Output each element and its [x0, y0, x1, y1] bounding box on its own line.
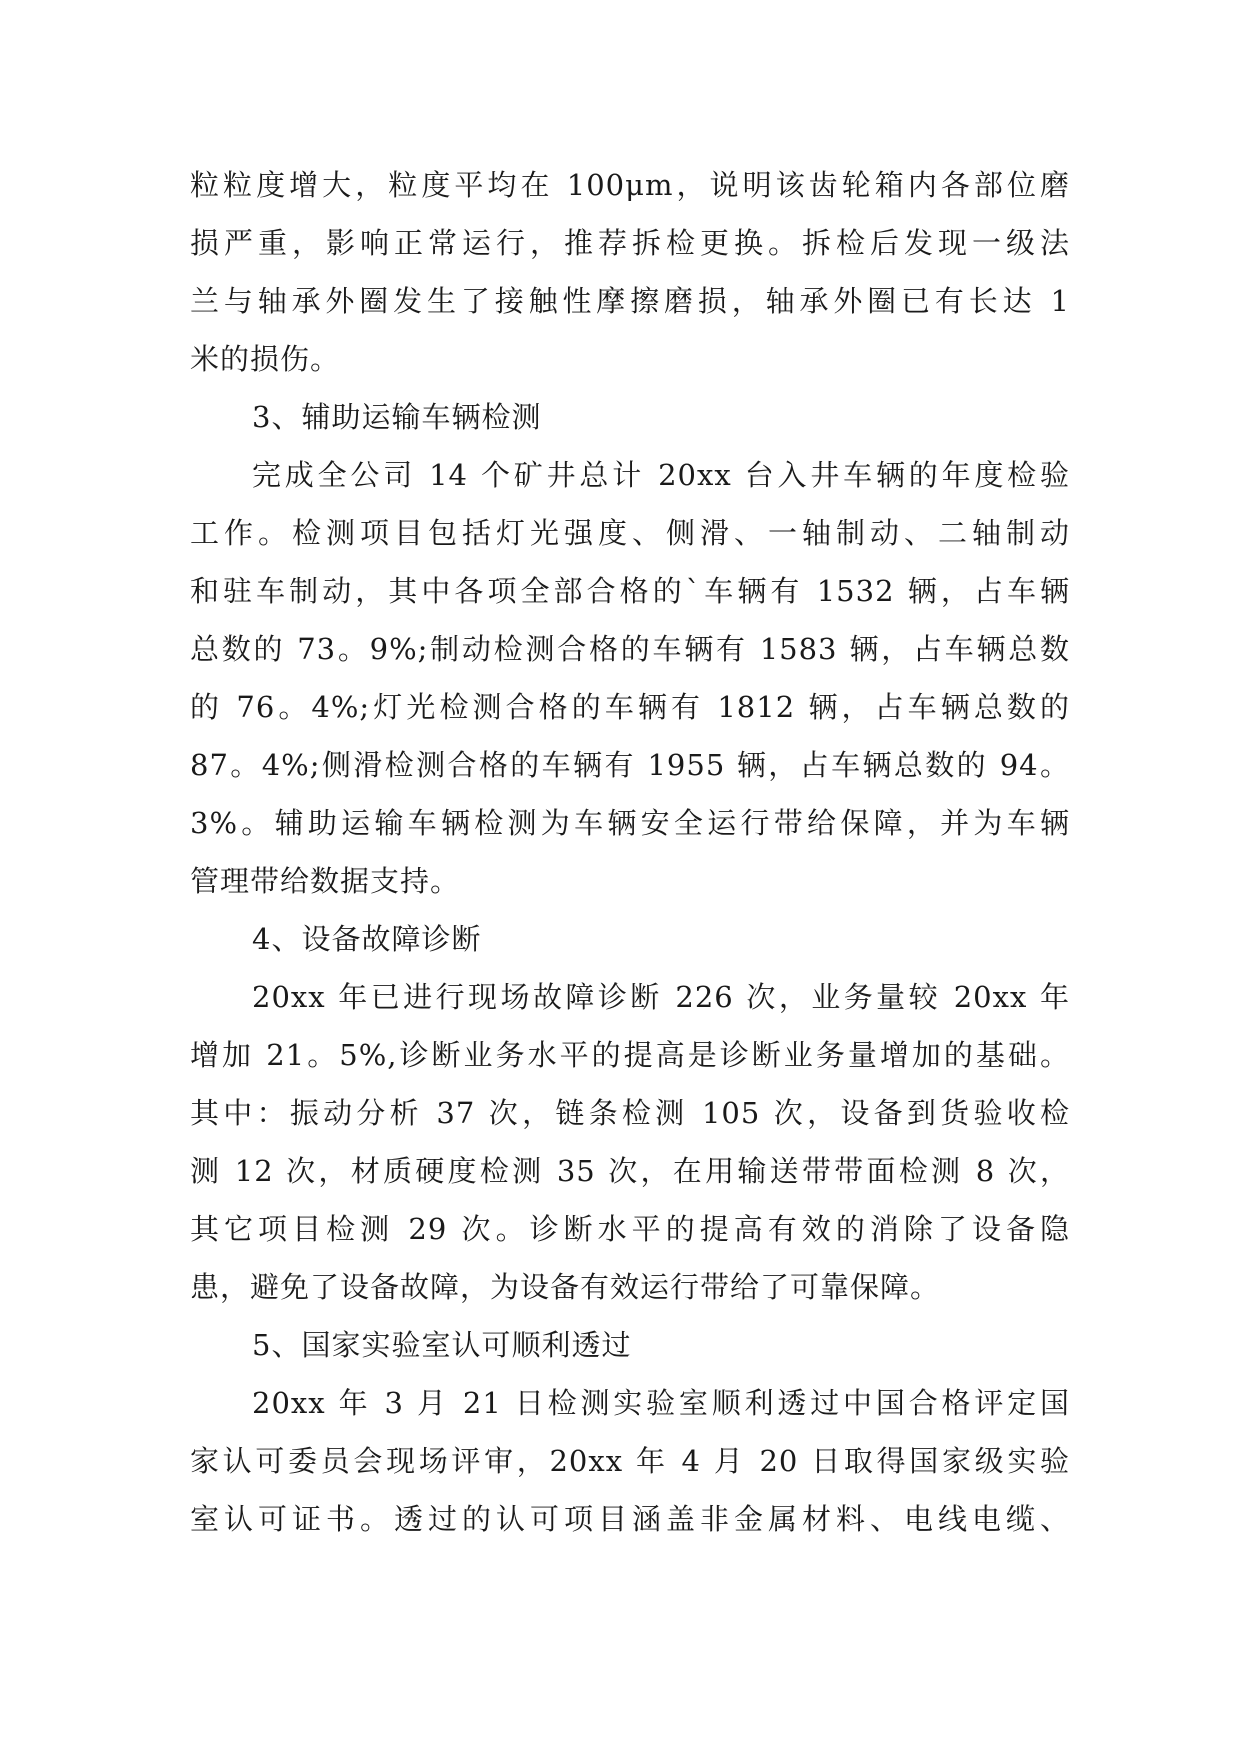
- paragraph-vehicle-inspection: [190, 446, 1070, 910]
- paragraph-lab-accreditation: [190, 1374, 1070, 1548]
- section-heading-vehicle-inspection: 3、辅助运输车辆检测: [252, 400, 542, 434]
- text-line: 管理带给数据支持。: [190, 864, 461, 898]
- paragraph-continuation: [190, 156, 1070, 388]
- text-line: 20xx 年已进行现场故障诊断 226 次，业务量较 20xx 年: [252, 980, 1070, 1014]
- text-line: 室认可证书。透过的认可项目涵盖非金属材料、电线电缆、: [190, 1502, 1070, 1536]
- section-heading-lab-accreditation: 5、国家实验室认可顺利透过: [252, 1328, 632, 1362]
- text-line: 的 76。4%;灯光检测合格的车辆有 1812 辆，占车辆总数的: [190, 690, 1070, 724]
- text-line: 测 12 次，材质硬度检测 35 次，在用输送带带面检测 8 次，: [190, 1154, 1070, 1188]
- paragraph-fault-diagnosis: [190, 968, 1070, 1316]
- text-line: 患，避免了设备故障，为设备有效运行带给了可靠保障。: [190, 1270, 941, 1304]
- text-line: 其它项目检测 29 次。诊断水平的提高有效的消除了设备隐: [190, 1212, 1070, 1246]
- text-line: 粒粒度增大，粒度平均在 100μm，说明该齿轮箱内各部位磨: [190, 168, 1070, 202]
- text-line: 损严重，影响正常运行，推荐拆检更换。拆检后发现一级法: [190, 226, 1070, 260]
- text-line: 兰与轴承外圈发生了接触性摩擦磨损，轴承外圈已有长达 1: [190, 284, 1070, 318]
- text-line: 其中：振动分析 37 次，链条检测 105 次，设备到货验收检: [190, 1096, 1070, 1130]
- text-line: 工作。检测项目包括灯光强度、侧滑、一轴制动、二轴制动: [190, 516, 1070, 550]
- text-line: 完成全公司 14 个矿井总计 20xx 台入井车辆的年度检验: [252, 458, 1070, 492]
- text-line: 和驻车制动，其中各项全部合格的`车辆有 1532 辆，占车辆: [190, 574, 1070, 608]
- text-line: 总数的 73。9%;制动检测合格的车辆有 1583 辆，占车辆总数: [190, 632, 1070, 666]
- text-line: 米的损伤。: [190, 342, 341, 376]
- text-line: 家认可委员会现场评审，20xx 年 4 月 20 日取得国家级实验: [190, 1444, 1070, 1478]
- text-line: 3%。辅助运输车辆检测为车辆安全运行带给保障，并为车辆: [190, 806, 1070, 840]
- section-heading-fault-diagnosis: 4、设备故障诊断: [252, 922, 482, 956]
- document-body: [190, 156, 1070, 1548]
- text-line: 增加 21。5%,诊断业务水平的提高是诊断业务量增加的基础。: [190, 1038, 1070, 1072]
- text-line: 87。4%;侧滑检测合格的车辆有 1955 辆，占车辆总数的 94。: [190, 748, 1070, 782]
- text-line: 20xx 年 3 月 21 日检测实验室顺利透过中国合格评定国: [252, 1386, 1070, 1420]
